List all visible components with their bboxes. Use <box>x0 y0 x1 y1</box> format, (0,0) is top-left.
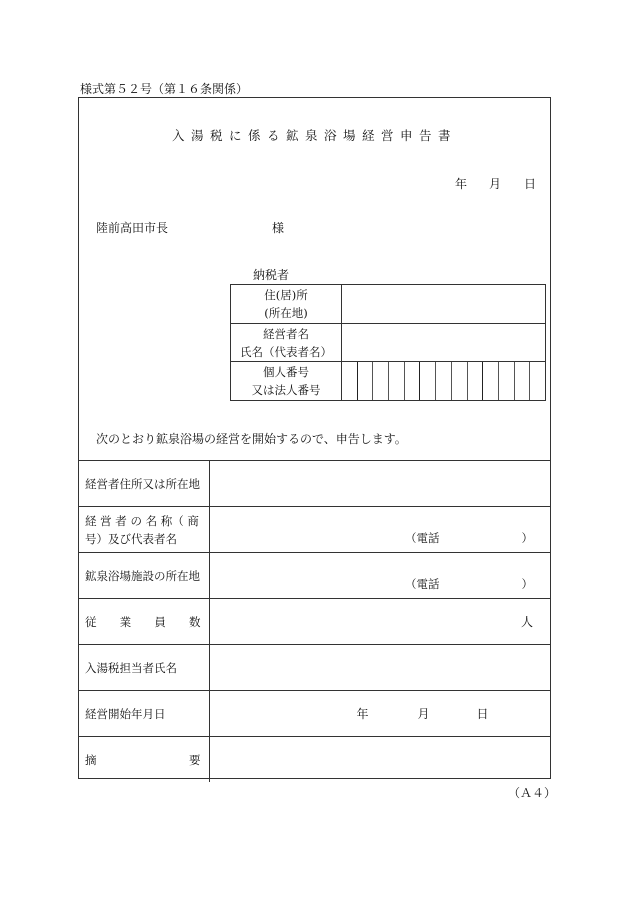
taxpayer-table <box>230 284 546 401</box>
taxpayer-address-row <box>231 285 546 324</box>
individual-number-field[interactable] <box>342 362 546 401</box>
number-digit-box[interactable] <box>420 362 436 400</box>
taxpayer-address-label: 住(居)所 (所在地) <box>231 285 342 324</box>
number-digit-box[interactable] <box>358 362 374 400</box>
declaration-table <box>78 460 551 782</box>
operator-name-label: 経 営 者 の 名 称（ 商 号）及び代表者名 <box>78 507 209 553</box>
table-row <box>78 691 551 737</box>
taxpayer-number-label: 個人番号 又は法人番号 <box>231 362 342 401</box>
number-digit-box[interactable] <box>436 362 452 400</box>
number-digit-box[interactable] <box>515 362 531 400</box>
tax-officer-label: 入湯税担当者氏名 <box>78 645 209 691</box>
page-title: 入湯税に係る鉱泉浴場経営申告書 <box>171 128 457 143</box>
table-row <box>78 645 551 691</box>
facility-location-field[interactable] <box>209 553 551 599</box>
number-digit-box[interactable] <box>342 362 358 400</box>
number-digit-box[interactable] <box>499 362 515 400</box>
number-digit-box[interactable] <box>405 362 421 400</box>
facility-location-label: 鉱泉浴場施設の所在地 <box>78 553 209 599</box>
number-digit-boxes <box>342 362 545 400</box>
date-year-label: 年 <box>455 177 468 191</box>
table-row <box>78 599 551 645</box>
number-digit-box[interactable] <box>530 362 545 400</box>
table-row <box>78 507 551 553</box>
operator-address-field[interactable] <box>209 461 551 507</box>
operator-address-label: 経営者住所又は所在地 <box>78 461 209 507</box>
paper-size-label: （Ａ４） <box>508 786 557 800</box>
table-row <box>78 461 551 507</box>
employee-count-field[interactable] <box>209 599 551 645</box>
remarks-field[interactable] <box>209 737 551 783</box>
declaration-statement: 次のとおり鉱泉浴場の経営を開始するので、申告します。 <box>96 432 407 446</box>
start-date-field[interactable] <box>209 691 551 737</box>
number-digit-box[interactable] <box>373 362 389 400</box>
tax-officer-field[interactable] <box>209 645 551 691</box>
number-digit-box[interactable] <box>389 362 405 400</box>
remarks-label: 摘 要 <box>78 737 209 783</box>
addressee-name: 陸前高田市長 <box>96 221 169 235</box>
date-day-label: 日 <box>524 177 537 191</box>
operator-phone: （電話 ） <box>405 530 533 545</box>
facility-phone: （電話 ） <box>405 576 533 591</box>
number-digit-box[interactable] <box>483 362 499 400</box>
taxpayer-number-row <box>231 362 546 401</box>
number-digit-box[interactable] <box>452 362 468 400</box>
taxpayer-name-row <box>231 324 546 362</box>
start-date-parts: 年 月 日 <box>356 707 489 721</box>
taxpayer-name-field[interactable] <box>342 324 546 362</box>
taxpayer-heading: 納税者 <box>253 268 290 282</box>
start-date-label: 経営開始年月日 <box>78 691 209 737</box>
table-row <box>78 737 551 783</box>
taxpayer-name-label: 経営者名 氏名（代表者名） <box>231 324 342 362</box>
operator-name-field[interactable] <box>209 507 551 553</box>
employee-count-label: 従 業 員 数 <box>78 599 209 645</box>
employee-count-unit: 人 <box>520 615 533 629</box>
table-row <box>78 553 551 599</box>
addressee-honorific: 様 <box>272 221 285 235</box>
number-digit-box[interactable] <box>468 362 484 400</box>
date-month-label: 月 <box>489 177 502 191</box>
form-reference: 様式第５２号（第１６条関係） <box>80 82 249 96</box>
taxpayer-address-field[interactable] <box>342 285 546 324</box>
